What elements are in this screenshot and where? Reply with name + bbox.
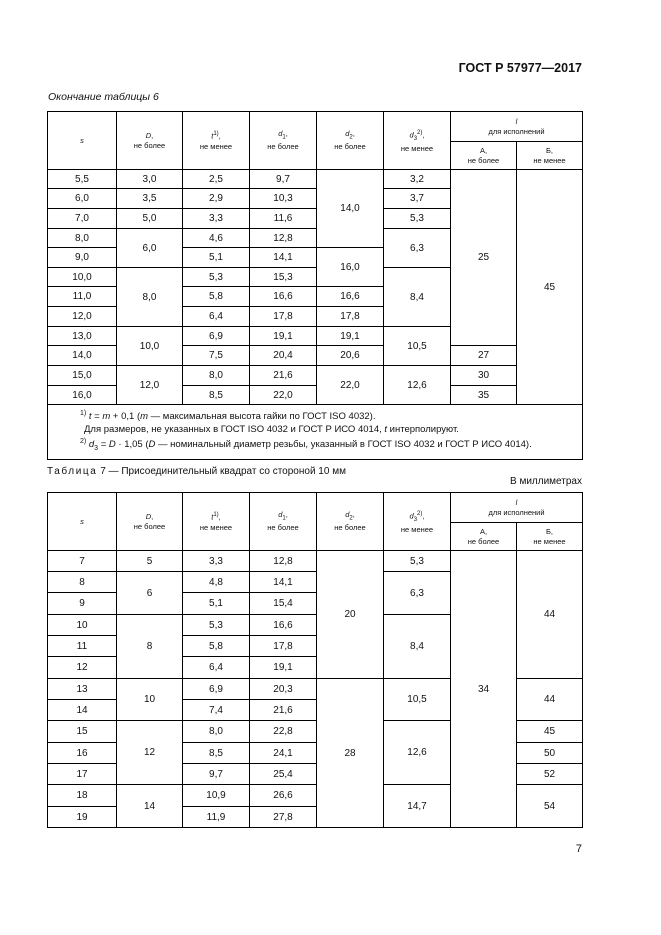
cell-lA: 35 [451,386,517,405]
cell-d1: 10,3 [250,189,317,209]
col-header-s: s [48,493,117,551]
cell-d1: 16,6 [250,615,317,636]
cell-t: 5,8 [183,636,250,657]
cell-d3: 6,3 [384,229,451,268]
page-number: 7 [575,843,582,855]
cell-s: 7 [48,551,117,572]
cell-lB: 45 [517,721,583,743]
col-header-t: $t^{1)}$, не менее [183,493,250,551]
cell-t: 4,8 [183,572,250,593]
document-code: ГОСТ Р 57977—2017 [458,61,582,75]
col-header-lB: Б, не менее [517,142,583,170]
table6-header-row [48,112,583,142]
cell-t: 8,0 [183,366,250,386]
cell-D: 10,0 [117,327,183,366]
cell-s: 10 [48,615,117,636]
col-header-d1: $d_1$, не более [250,493,317,551]
cell-lB: 52 [517,764,583,785]
cell-d1: 26,6 [250,785,317,807]
cell-d3: 12,6 [384,366,451,405]
cell-d3: 6,3 [384,572,451,615]
cell-s: 14,0 [48,346,117,366]
table7-caption: Таблица 7 — Присоединительный квадрат со стороной 10 мм [47,466,346,477]
cell-t: 9,7 [183,764,250,785]
table7-header-row [48,493,583,523]
cell-s: 19 [48,807,117,828]
cell-d1: 19,1 [250,327,317,346]
cell-lA: 34 [451,551,517,828]
cell-d3: 3,7 [384,189,451,209]
cell-d3: 5,3 [384,551,451,572]
table-row [48,170,583,189]
cell-D: 10 [117,679,183,721]
cell-d1: 21,6 [250,366,317,386]
table6-footnotes [48,405,583,460]
table6-caption: Окончание таблицы 6 [48,91,159,103]
cell-d3: 8,4 [384,615,451,679]
col-header-D: D, не более [117,112,183,170]
cell-D: 12,0 [117,366,183,405]
cell-s: 7,0 [48,209,117,229]
cell-t: 6,4 [183,307,250,327]
cell-s: 12,0 [48,307,117,327]
cell-s: 9 [48,593,117,615]
cell-d3: 8,4 [384,268,451,327]
col-header-lA: А, не более [451,523,517,551]
cell-t: 8,5 [183,386,250,405]
cell-t: 8,5 [183,743,250,764]
cell-D: 8,0 [117,268,183,327]
col-header-d1: $d_1$, не более [250,112,317,170]
cell-d2: 22,0 [317,366,384,405]
cell-lB: 54 [517,785,583,828]
cell-s: 9,0 [48,248,117,268]
cell-lB: 44 [517,679,583,721]
cell-t: 5,3 [183,268,250,287]
cell-s: 16,0 [48,386,117,405]
cell-d1: 27,8 [250,807,317,828]
table7 [47,492,583,828]
cell-d1: 17,8 [250,636,317,657]
table6 [47,111,583,460]
cell-D: 14 [117,785,183,828]
col-header-l: l для исполнений [451,112,583,142]
cell-t: 5,8 [183,287,250,307]
cell-d1: 11,6 [250,209,317,229]
cell-d2: 17,8 [317,307,384,327]
cell-t: 7,5 [183,346,250,366]
cell-d1: 16,6 [250,287,317,307]
table6-footnote-row [48,405,583,460]
footnote-2: $^{2)}$ $d_3 = D \cdot 1,05$ (D — номинальный диаметр резьбы, указанный в ГОСТ ISO 4032 и ГОСТ Р ИСО 4014). [80,438,532,453]
col-header-lA: А, не более [451,142,517,170]
cell-s: 6,0 [48,189,117,209]
cell-s: 11 [48,636,117,657]
cell-t: 11,9 [183,807,250,828]
table7-units: В миллиметрах [510,476,582,487]
cell-s: 13 [48,679,117,700]
cell-t: 3,3 [183,209,250,229]
cell-s: 14 [48,700,117,721]
col-header-d3: $d_3^{2)}$, не менее [384,493,451,551]
cell-D: 5 [117,551,183,572]
cell-d2: 20 [317,551,384,679]
cell-lB: 45 [517,170,583,405]
cell-D: 6 [117,572,183,615]
cell-s: 18 [48,785,117,807]
cell-s: 15 [48,721,117,743]
cell-t: 2,5 [183,170,250,189]
cell-lA: 25 [451,170,517,346]
col-header-s: s [48,112,117,170]
cell-t: 5,1 [183,248,250,268]
cell-t: 3,3 [183,551,250,572]
table-row [48,551,583,572]
cell-d1: 12,8 [250,551,317,572]
cell-D: 3,5 [117,189,183,209]
col-header-D: D, не более [117,493,183,551]
cell-D: 5,0 [117,209,183,229]
cell-d1: 20,3 [250,679,317,700]
col-header-l: l для исполнений [451,493,583,523]
cell-d1: 9,7 [250,170,317,189]
footnote-1: $^{1)}$ t = m + 0,1 (m — максимальная высота гайки по ГОСТ ISO 4032). [80,410,376,423]
cell-lB: 44 [517,551,583,679]
table-row [48,366,583,386]
cell-d1: 17,8 [250,307,317,327]
cell-d1: 22,8 [250,721,317,743]
cell-d1: 25,4 [250,764,317,785]
cell-d1: 15,4 [250,593,317,615]
cell-d2: 14,0 [317,170,384,248]
cell-s: 17 [48,764,117,785]
cell-d1: 12,8 [250,229,317,248]
cell-d2: 20,6 [317,346,384,366]
cell-t: 10,9 [183,785,250,807]
cell-d3: 10,5 [384,327,451,366]
cell-d3: 10,5 [384,679,451,721]
cell-d1: 14,1 [250,572,317,593]
cell-s: 8 [48,572,117,593]
cell-t: 4,6 [183,229,250,248]
cell-s: 15,0 [48,366,117,386]
cell-d1: 14,1 [250,248,317,268]
col-header-t: $t^{1)}$, не менее [183,112,250,170]
cell-D: 8 [117,615,183,679]
cell-D: 12 [117,721,183,785]
cell-d1: 20,4 [250,346,317,366]
cell-d3: 3,2 [384,170,451,189]
cell-s: 10,0 [48,268,117,287]
cell-d2: 16,6 [317,287,384,307]
cell-lB: 50 [517,743,583,764]
cell-D: 6,0 [117,229,183,268]
cell-d3: 14,7 [384,785,451,828]
cell-t: 8,0 [183,721,250,743]
cell-s: 13,0 [48,327,117,346]
col-header-d3: $d_3^{2)}$, не менее [384,112,451,170]
cell-t: 7,4 [183,700,250,721]
cell-d1: 19,1 [250,657,317,679]
cell-t: 6,9 [183,327,250,346]
cell-d1: 15,3 [250,268,317,287]
col-header-d2: $d_2$, не более [317,493,384,551]
cell-D: 3,0 [117,170,183,189]
footnote-1-line2: Для размеров, не указанных в ГОСТ ISO 4032 и ГОСТ Р ИСО 4014, t интерполируют. [84,423,459,435]
cell-t: 6,9 [183,679,250,700]
cell-d3: 12,6 [384,721,451,785]
cell-s: 5,5 [48,170,117,189]
cell-d1: 24,1 [250,743,317,764]
cell-d2: 16,0 [317,248,384,287]
cell-t: 5,1 [183,593,250,615]
cell-d3: 5,3 [384,209,451,229]
cell-t: 2,9 [183,189,250,209]
cell-d1: 22,0 [250,386,317,405]
cell-d1: 21,6 [250,700,317,721]
cell-s: 8,0 [48,229,117,248]
cell-s: 12 [48,657,117,679]
cell-t: 5,3 [183,615,250,636]
cell-lA: 30 [451,366,517,386]
cell-lA: 27 [451,346,517,366]
cell-s: 16 [48,743,117,764]
cell-s: 11,0 [48,287,117,307]
cell-d2: 19,1 [317,327,384,346]
col-header-lB: Б, не менее [517,523,583,551]
cell-d2: 28 [317,679,384,828]
cell-t: 6,4 [183,657,250,679]
col-header-d2: $d_2$, не более [317,112,384,170]
